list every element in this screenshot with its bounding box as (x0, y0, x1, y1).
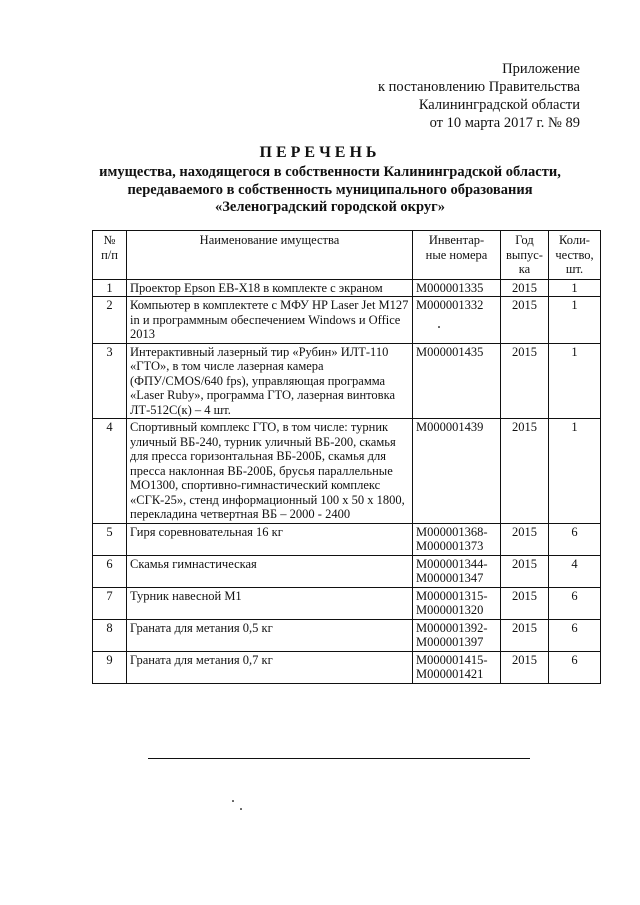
cell-inventory: М000001415- М000001421 (413, 651, 501, 683)
cell-inventory: М000001335 (413, 279, 501, 297)
subtitle-line: имущества, находящегося в собственности Калининградской области, (99, 164, 561, 180)
appendix-block (290, 60, 580, 132)
cell-inventory: М000001368- М000001373 (413, 523, 501, 555)
header-year: Год выпус- ка (501, 231, 549, 280)
cell-year: 2015 (501, 297, 549, 344)
cell-quantity: 1 (549, 343, 601, 419)
table-row (93, 297, 601, 344)
cell-year: 2015 (501, 587, 549, 619)
table-row (93, 279, 601, 297)
cell-quantity: 1 (549, 419, 601, 524)
appendix-line: к постановлению Правительства (378, 79, 580, 95)
cell-quantity: 4 (549, 555, 601, 587)
cell-name: Граната для метания 0,7 кг (127, 651, 413, 683)
cell-name: Граната для метания 0,5 кг (127, 619, 413, 651)
scan-speck (438, 326, 440, 328)
table-row (93, 523, 601, 555)
cell-name: Спортивный комплекс ГТО, в том числе: турник уличный ВБ-240, турник уличный ВБ-200, скамья для пресса горизонтальная ВБ-200Б, скамья для пресса наклонная ВБ-200Б, брусья параллельные МО1300, спортивно-гимнастический комплекс «СГК-25», стенд информационный 100 х 50 х 1800, перекладина четвертная ВБ – 2000 - 2400 (127, 419, 413, 524)
closing-rule (148, 758, 530, 759)
table-row (93, 619, 601, 651)
header-quantity: Коли- чество, шт. (549, 231, 601, 280)
cell-year: 2015 (501, 651, 549, 683)
cell-name: Интерактивный лазерный тир «Рубин» ИЛТ-110 «ГТО», в том числе лазерная камера (ФПУ/CMOS/640 fps), управляющая программа «Laser Ruby», программа ГТО, лазерная винтовка ЛТ-512С(к) – 4 шт. (127, 343, 413, 419)
table-header-row (93, 231, 601, 280)
cell-num: 7 (93, 587, 127, 619)
cell-num: 8 (93, 619, 127, 651)
property-table (92, 230, 601, 684)
cell-year: 2015 (501, 343, 549, 419)
cell-quantity: 6 (549, 651, 601, 683)
cell-quantity: 6 (549, 523, 601, 555)
appendix-line: Приложение (502, 61, 580, 77)
header-inventory: Инвентар- ные номера (413, 231, 501, 280)
cell-inventory: М000001315- М000001320 (413, 587, 501, 619)
scan-speck (232, 800, 234, 802)
cell-quantity: 6 (549, 587, 601, 619)
cell-inventory: М000001332 (413, 297, 501, 344)
cell-num: 5 (93, 523, 127, 555)
cell-year: 2015 (501, 555, 549, 587)
cell-num: 9 (93, 651, 127, 683)
cell-quantity: 1 (549, 279, 601, 297)
cell-quantity: 6 (549, 619, 601, 651)
cell-num: 1 (93, 279, 127, 297)
cell-quantity: 1 (549, 297, 601, 344)
table-row (93, 651, 601, 683)
cell-num: 4 (93, 419, 127, 524)
document-title: ПЕРЕЧЕНЬ (259, 144, 381, 161)
cell-year: 2015 (501, 279, 549, 297)
cell-num: 6 (93, 555, 127, 587)
cell-num: 2 (93, 297, 127, 344)
appendix-line: Калининградской области (418, 97, 580, 113)
cell-name: Скамья гимнастическая (127, 555, 413, 587)
table-row (93, 343, 601, 419)
cell-name: Гиря соревновательная 16 кг (127, 523, 413, 555)
subtitle-line: передаваемого в собственность муниципального образования (127, 181, 533, 198)
scan-speck (240, 808, 242, 810)
table-row (93, 587, 601, 619)
cell-inventory: М000001344- М000001347 (413, 555, 501, 587)
cell-year: 2015 (501, 619, 549, 651)
cell-year: 2015 (501, 419, 549, 524)
document-subtitle (70, 164, 590, 217)
appendix-line: от 10 марта 2017 г. № 89 (429, 115, 580, 131)
cell-name: Турник навесной М1 (127, 587, 413, 619)
cell-name: Компьютер в комплектете с МФУ HP Laser Jet M127 in и программным обеспечением Windows и Office 2013 (127, 297, 413, 344)
table-row (93, 555, 601, 587)
table-row (93, 419, 601, 524)
header-name: Наименование имущества (127, 231, 413, 280)
cell-inventory: М000001435 (413, 343, 501, 419)
cell-name: Проектор Epson EB-X18 в комплекте с экраном (127, 279, 413, 297)
cell-inventory: М000001439 (413, 419, 501, 524)
subtitle-line: «Зеленоградский городской округ» (215, 199, 445, 215)
cell-year: 2015 (501, 523, 549, 555)
cell-num: 3 (93, 343, 127, 419)
cell-inventory: М000001392- М000001397 (413, 619, 501, 651)
header-num: № п/п (93, 231, 127, 280)
